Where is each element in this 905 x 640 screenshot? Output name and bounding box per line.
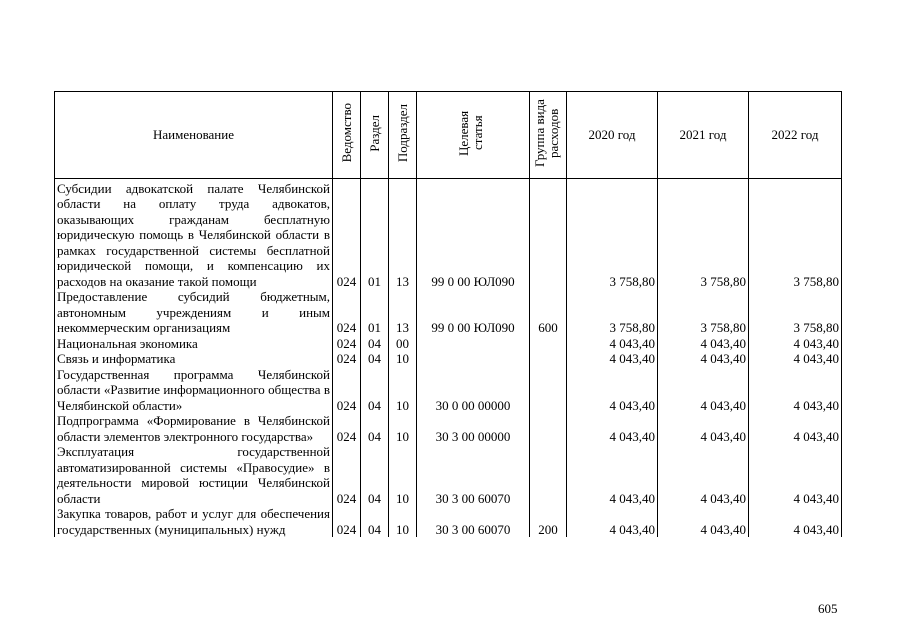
cell-2021: 4 043,40 — [658, 351, 749, 367]
header-year-2022: 2022 год — [749, 92, 842, 179]
cell-gruppa-vida-rashodov — [530, 351, 567, 367]
cell-2022: 4 043,40 — [749, 413, 842, 444]
cell-vedomstvo: 024 — [333, 289, 361, 336]
header-name: Наименование — [55, 92, 333, 179]
cell-razdel: 04 — [361, 351, 389, 367]
cell-2020: 4 043,40 — [567, 336, 658, 352]
cell-2020: 3 758,80 — [567, 178, 658, 289]
cell-name: Подпрограмма «Формирование в Челябинской области элементов электронного государства» — [55, 413, 333, 444]
cell-vedomstvo: 024 — [333, 367, 361, 414]
cell-podrazdel: 00 — [389, 336, 417, 352]
cell-name: Предоставление субсидий бюджетным, автономным учреждениям и иным некоммерческим организациям — [55, 289, 333, 336]
header-row — [55, 92, 842, 179]
cell-2020: 4 043,40 — [567, 506, 658, 537]
table-row — [55, 444, 842, 506]
cell-celevaya-statya: 30 3 00 00000 — [417, 413, 530, 444]
cell-celevaya-statya: 30 3 00 60070 — [417, 444, 530, 506]
table-row — [55, 289, 842, 336]
table-row — [55, 413, 842, 444]
cell-name: Связь и информатика — [55, 351, 333, 367]
cell-celevaya-statya — [417, 336, 530, 352]
cell-2022: 4 043,40 — [749, 367, 842, 414]
cell-2021: 4 043,40 — [658, 367, 749, 414]
cell-vedomstvo: 024 — [333, 506, 361, 537]
cell-name: Эксплуатация государственной автоматизированной системы «Правосудие» в деятельности мировой юстиции Челябинской области — [55, 444, 333, 506]
cell-razdel: 04 — [361, 367, 389, 414]
cell-podrazdel: 10 — [389, 367, 417, 414]
cell-2021: 4 043,40 — [658, 413, 749, 444]
cell-razdel: 04 — [361, 336, 389, 352]
cell-vedomstvo: 024 — [333, 351, 361, 367]
cell-podrazdel: 10 — [389, 351, 417, 367]
table-row — [55, 506, 842, 537]
cell-podrazdel: 10 — [389, 444, 417, 506]
header-year-2020: 2020 год — [567, 92, 658, 179]
cell-name: Государственная программа Челябинской области «Развитие информационного общества в Челябинской области» — [55, 367, 333, 414]
cell-2021: 3 758,80 — [658, 178, 749, 289]
table-row — [55, 336, 842, 352]
table-row — [55, 351, 842, 367]
cell-2020: 4 043,40 — [567, 444, 658, 506]
cell-name: Национальная экономика — [55, 336, 333, 352]
cell-podrazdel: 10 — [389, 506, 417, 537]
cell-razdel: 01 — [361, 178, 389, 289]
cell-2021: 4 043,40 — [658, 336, 749, 352]
cell-vedomstvo: 024 — [333, 178, 361, 289]
cell-celevaya-statya: 99 0 00 ЮЛ090 — [417, 178, 530, 289]
header-podrazdel: Подраздел — [389, 92, 417, 179]
cell-podrazdel: 13 — [389, 178, 417, 289]
cell-vedomstvo: 024 — [333, 444, 361, 506]
cell-2021: 4 043,40 — [658, 506, 749, 537]
cell-podrazdel: 10 — [389, 413, 417, 444]
cell-vedomstvo: 024 — [333, 413, 361, 444]
page-number: 605 — [818, 601, 838, 616]
cell-gruppa-vida-rashodov — [530, 336, 567, 352]
header-razdel: Раздел — [361, 92, 389, 179]
cell-2020: 3 758,80 — [567, 289, 658, 336]
cell-2021: 3 758,80 — [658, 289, 749, 336]
cell-2022: 3 758,80 — [749, 289, 842, 336]
cell-podrazdel: 13 — [389, 289, 417, 336]
cell-celevaya-statya — [417, 351, 530, 367]
cell-razdel: 04 — [361, 506, 389, 537]
cell-gruppa-vida-rashodov — [530, 178, 567, 289]
table-row — [55, 178, 842, 289]
cell-gruppa-vida-rashodov — [530, 413, 567, 444]
cell-celevaya-statya: 99 0 00 ЮЛ090 — [417, 289, 530, 336]
cell-razdel: 04 — [361, 413, 389, 444]
cell-2022: 4 043,40 — [749, 506, 842, 537]
cell-2022: 4 043,40 — [749, 336, 842, 352]
table-row — [55, 367, 842, 414]
cell-celevaya-statya: 30 0 00 00000 — [417, 367, 530, 414]
cell-gruppa-vida-rashodov — [530, 367, 567, 414]
cell-2020: 4 043,40 — [567, 367, 658, 414]
cell-2020: 4 043,40 — [567, 413, 658, 444]
header-year-2021: 2021 год — [658, 92, 749, 179]
cell-gruppa-vida-rashodov: 600 — [530, 289, 567, 336]
cell-celevaya-statya: 30 3 00 60070 — [417, 506, 530, 537]
cell-2020: 4 043,40 — [567, 351, 658, 367]
header-celevaya-statya: Целевая статья — [417, 92, 530, 179]
header-gruppa-vida-rashodov: Группа вида расходов — [530, 92, 567, 179]
cell-gruppa-vida-rashodov: 200 — [530, 506, 567, 537]
cell-2022: 3 758,80 — [749, 178, 842, 289]
cell-name: Субсидии адвокатской палате Челябинской области на оплату труда адвокатов, оказывающих гражданам бесплатную юридическую помощь в Челябинской области в рамках государственной системы бесплатной юридической помощи, и компенсацию их расходов на оказание такой помощи — [55, 178, 333, 289]
budget-table — [54, 91, 842, 537]
cell-razdel: 04 — [361, 444, 389, 506]
cell-2022: 4 043,40 — [749, 444, 842, 506]
cell-2021: 4 043,40 — [658, 444, 749, 506]
header-vedomstvo: Ведомство — [333, 92, 361, 179]
cell-razdel: 01 — [361, 289, 389, 336]
cell-name: Закупка товаров, работ и услуг для обеспечения государственных (муниципальных) нужд — [55, 506, 333, 537]
cell-vedomstvo: 024 — [333, 336, 361, 352]
cell-2022: 4 043,40 — [749, 351, 842, 367]
cell-gruppa-vida-rashodov — [530, 444, 567, 506]
